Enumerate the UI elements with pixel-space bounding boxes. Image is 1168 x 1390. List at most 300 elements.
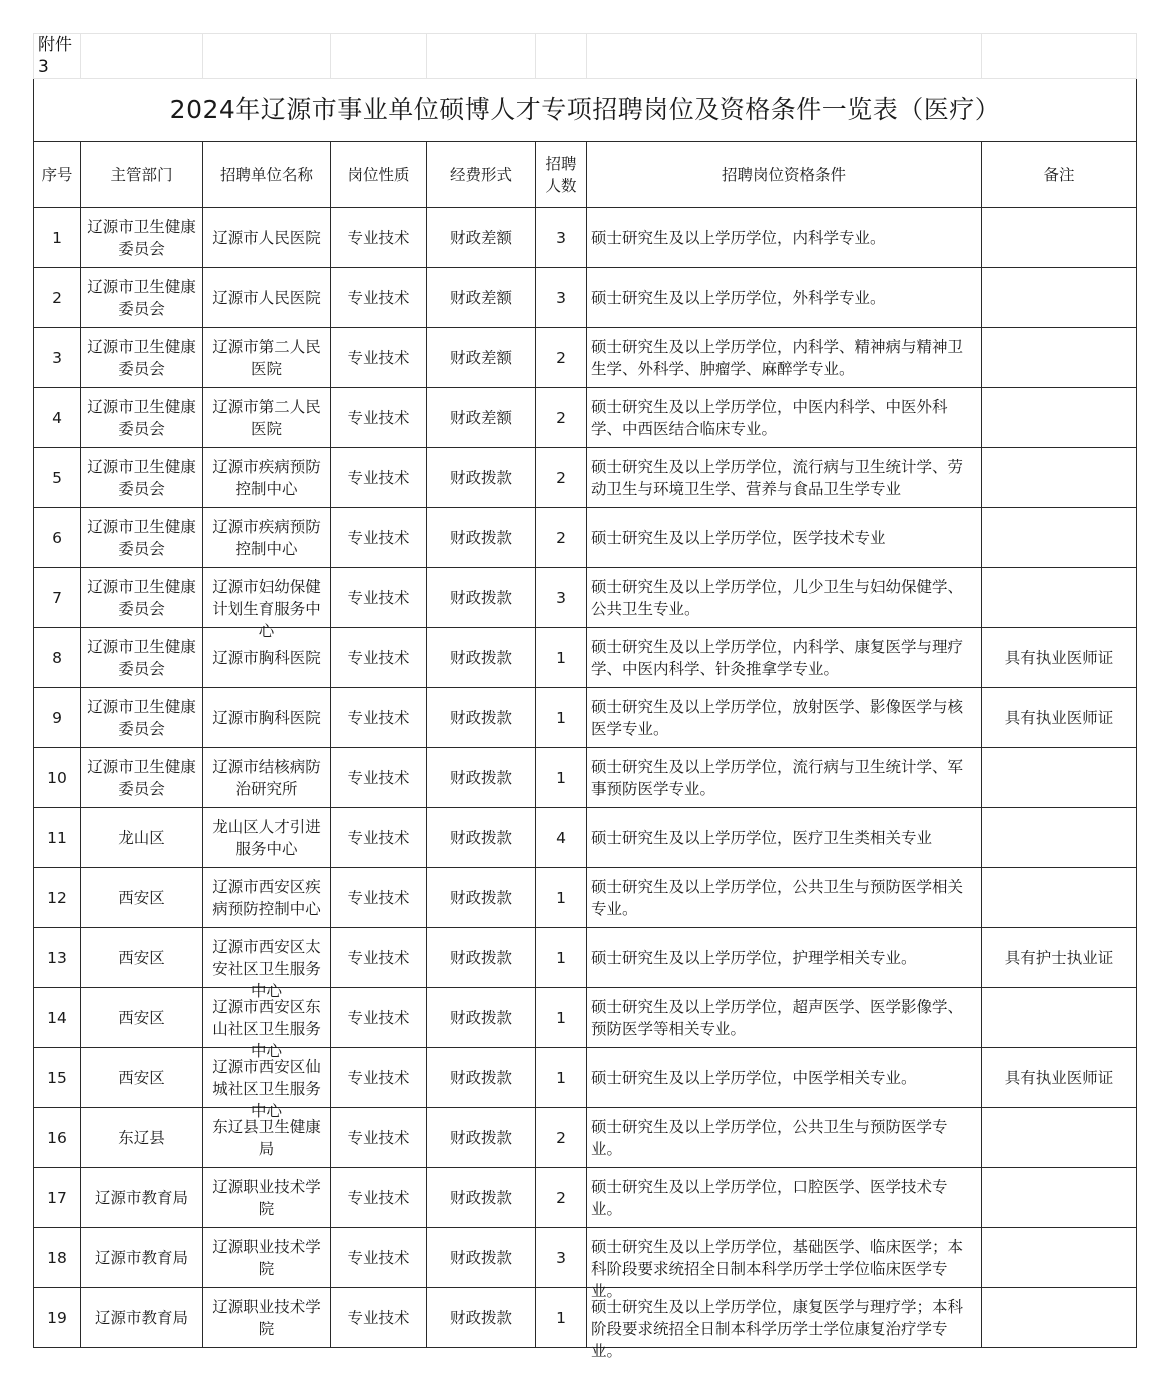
cell-nature-text: 专业技术 [347,1128,410,1147]
cell-funding [427,448,536,508]
cell-no [34,508,81,568]
cell-funding [427,208,536,268]
cell-no-text: 12 [47,888,67,907]
cell-count-text: 3 [556,1248,566,1267]
empty-cell [427,34,536,79]
cell-requirements [587,1108,982,1168]
cell-dept [81,448,203,508]
cell-no-text: 19 [47,1308,67,1327]
cell-nature-text: 专业技术 [347,468,410,487]
table-row [34,688,1137,748]
cell-requirements-text: 硕士研究生及以上学历学位，内科学专业。 [591,228,886,247]
cell-dept-text: 辽源市教育局 [94,1248,188,1267]
cell-no-text: 4 [52,408,62,427]
cell-remark-text: 具有执业医师证 [1004,708,1114,727]
cell-dept-text: 辽源市卫生健康委员会 [87,337,196,378]
table-row [34,1108,1137,1168]
cell-unit [203,1048,331,1120]
cell-count [536,1108,587,1168]
cell-remark [982,208,1137,268]
cell-count-text: 1 [556,768,566,787]
cell-unit-text: 辽源市西安区疾病预防控制中心 [212,877,321,918]
cell-funding [427,688,536,748]
cell-dept-text: 西安区 [118,1008,165,1027]
cell-requirements-text: 硕士研究生及以上学历学位，流行病与卫生统计学、军事预防医学专业。 [591,757,964,798]
cell-nature [331,628,427,688]
cell-unit [203,508,331,568]
table-row [34,268,1137,328]
cell-no [34,928,81,988]
cell-count-text: 1 [556,948,566,967]
cell-nature [331,328,427,388]
cell-funding-text: 财政拨款 [449,888,512,907]
cell-no-text: 1 [52,228,62,247]
cell-requirements-text: 硕士研究生及以上学历学位，公共卫生与预防医学专业。 [591,1117,948,1158]
cell-nature-text: 专业技术 [347,828,410,847]
cell-funding [427,1288,536,1348]
cell-remark [982,868,1137,928]
cell-requirements [587,388,982,448]
cell-funding-text: 财政拨款 [449,768,512,787]
empty-cell [587,34,982,79]
cell-unit-text: 辽源市人民医院 [212,228,321,247]
cell-unit-text: 辽源市胸科医院 [212,708,321,727]
cell-unit-text: 辽源职业技术学院 [212,1237,321,1278]
cell-requirements [587,748,982,808]
cell-dept-text: 辽源市卫生健康委员会 [87,217,196,258]
cell-remark [982,1108,1137,1168]
cell-nature [331,1288,427,1348]
cell-requirements [587,1228,982,1300]
cell-count [536,928,587,988]
cell-dept [81,1228,203,1288]
cell-dept [81,568,203,628]
header-funding: 经费形式 [427,142,536,208]
cell-count-text: 4 [556,828,566,847]
cell-count [536,208,587,268]
cell-nature [331,988,427,1048]
cell-funding-text: 财政拨款 [449,1128,512,1147]
cell-dept-text: 西安区 [118,948,165,967]
cell-funding [427,1048,536,1108]
cell-unit [203,1228,331,1288]
cell-requirements-text: 硕士研究生及以上学历学位，中医学相关专业。 [591,1068,917,1087]
cell-unit-text: 龙山区人才引进服务中心 [212,817,321,858]
cell-nature [331,568,427,628]
cell-unit [203,988,331,1060]
cell-requirements [587,1288,982,1360]
cell-funding-text: 财政差额 [449,228,512,247]
cell-nature-text: 专业技术 [347,768,410,787]
cell-count [536,628,587,688]
cell-requirements [587,508,982,568]
cell-requirements-text: 硕士研究生及以上学历学位，内科学、精神病与精神卫生学、外科学、肿瘤学、麻醉学专业。 [591,337,964,378]
cell-no [34,748,81,808]
cell-no [34,868,81,928]
cell-no [34,1108,81,1168]
cell-unit-text: 辽源职业技术学院 [212,1177,321,1218]
cell-remark [982,628,1137,688]
cell-requirements [587,928,982,988]
cell-remark [982,508,1137,568]
cell-funding [427,1108,536,1168]
cell-dept-text: 辽源市卫生健康委员会 [87,637,196,678]
cell-no-text: 17 [47,1188,67,1207]
cell-count-text: 2 [556,1188,566,1207]
table-row [34,1288,1137,1348]
cell-no [34,1048,81,1108]
cell-count [536,808,587,868]
cell-remark [982,1288,1137,1348]
cell-dept-text: 辽源市教育局 [94,1308,188,1327]
cell-count-text: 1 [556,1308,566,1327]
header-remark: 备注 [982,142,1137,208]
cell-funding-text: 财政差额 [449,348,512,367]
cell-funding [427,568,536,628]
cell-remark-text: 具有执业医师证 [1004,648,1114,667]
cell-dept-text: 东辽县 [118,1128,165,1147]
cell-funding [427,928,536,988]
cell-remark [982,688,1137,748]
cell-requirements [587,448,982,508]
cell-no [34,1228,81,1288]
cell-requirements-text: 硕士研究生及以上学历学位，康复医学与理疗学；本科阶段要求统招全日制本科学历学士学位康复治疗学专业。 [591,1297,964,1360]
header-count [536,142,587,208]
cell-requirements-text: 硕士研究生及以上学历学位，儿少卫生与妇幼保健学、公共卫生专业。 [591,577,964,618]
cell-count [536,688,587,748]
cell-nature [331,388,427,448]
empty-cell [982,34,1137,79]
cell-unit-text: 辽源市疾病预防控制中心 [212,517,321,558]
cell-count [536,1048,587,1108]
cell-count [536,868,587,928]
cell-dept [81,808,203,868]
cell-nature [331,508,427,568]
cell-unit [203,868,331,928]
cell-count [536,328,587,388]
cell-nature [331,1048,427,1108]
cell-no [34,1288,81,1348]
cell-funding-text: 财政拨款 [449,528,512,547]
cell-funding-text: 财政拨款 [449,1308,512,1327]
cell-no [34,1168,81,1228]
cell-dept [81,508,203,568]
spreadsheet [33,33,1136,1360]
cell-funding [427,1168,536,1228]
cell-dept-text: 辽源市卫生健康委员会 [87,397,196,438]
table-row [34,808,1137,868]
cell-dept-text: 西安区 [118,888,165,907]
cell-funding [427,748,536,808]
cell-unit-text: 东辽县卫生健康局 [212,1117,321,1158]
cell-no-text: 16 [47,1128,67,1147]
cell-count-text: 2 [556,528,566,547]
cell-nature [331,928,427,988]
cell-no [34,628,81,688]
table-row [34,928,1137,988]
header-requirements: 招聘岗位资格条件 [587,142,982,208]
cell-count-text: 1 [556,1008,566,1027]
empty-cell [81,34,203,79]
cell-unit [203,388,331,448]
cell-unit [203,1108,331,1168]
cell-requirements-text: 硕士研究生及以上学历学位，公共卫生与预防医学相关专业。 [591,877,964,918]
cell-unit [203,448,331,508]
cell-dept [81,328,203,388]
cell-nature [331,1168,427,1228]
cell-unit-text: 辽源市结核病防治研究所 [212,757,321,798]
table-row [34,328,1137,388]
cell-no-text: 5 [52,468,62,487]
cell-funding-text: 财政拨款 [449,948,512,967]
cell-remark [982,1168,1137,1228]
cell-no [34,328,81,388]
cell-unit-text: 辽源职业技术学院 [212,1297,321,1338]
cell-requirements [587,328,982,388]
cell-count [536,388,587,448]
cell-nature-text: 专业技术 [347,708,410,727]
cell-no [34,988,81,1048]
cell-nature [331,268,427,328]
cell-funding-text: 财政拨款 [449,1008,512,1027]
table-row [34,868,1137,928]
cell-requirements-text: 硕士研究生及以上学历学位，医疗卫生类相关专业 [591,828,933,847]
cell-funding [427,808,536,868]
cell-dept [81,928,203,988]
cell-count-text: 3 [556,588,566,607]
cell-requirements [587,988,982,1048]
cell-dept-text: 辽源市卫生健康委员会 [87,577,196,618]
cell-funding-text: 财政差额 [449,288,512,307]
cell-count [536,748,587,808]
cell-nature-text: 专业技术 [347,1008,410,1027]
cell-dept-text: 西安区 [118,1068,165,1087]
cell-dept [81,748,203,808]
cell-unit [203,328,331,388]
cell-unit [203,1288,331,1348]
cell-unit [203,1168,331,1228]
cell-dept [81,868,203,928]
cell-no-text: 15 [47,1068,67,1087]
cell-funding-text: 财政拨款 [449,1188,512,1207]
header-count-label: 招聘人数 [545,154,577,195]
table-row [34,448,1137,508]
empty-cell [331,34,427,79]
empty-cell [536,34,587,79]
cell-requirements-text: 硕士研究生及以上学历学位，中医内科学、中医外科学、中西医结合临床专业。 [591,397,948,438]
cell-funding-text: 财政差额 [449,408,512,427]
cell-funding-text: 财政拨款 [449,468,512,487]
cell-nature-text: 专业技术 [347,288,410,307]
cell-count-text: 3 [556,228,566,247]
cell-dept-text: 辽源市教育局 [94,1188,188,1207]
cell-funding-text: 财政拨款 [449,648,512,667]
cell-count-text: 1 [556,1068,566,1087]
table-row [34,628,1137,688]
cell-count-text: 1 [556,648,566,667]
table-row [34,388,1137,448]
cell-remark [982,1228,1137,1288]
cell-count [536,268,587,328]
cell-dept-text: 龙山区 [118,828,165,847]
cell-unit [203,268,331,328]
cell-requirements [587,568,982,628]
cell-remark [982,448,1137,508]
cell-funding-text: 财政拨款 [449,1068,512,1087]
cell-no-text: 10 [47,768,67,787]
cell-count [536,448,587,508]
table-row [34,1048,1137,1108]
title-row [34,79,1137,142]
cell-unit-text: 辽源市西安区东山社区卫生服务中心 [212,997,321,1060]
cell-nature-text: 专业技术 [347,948,410,967]
header-unit: 招聘单位名称 [203,142,331,208]
cell-nature-text: 专业技术 [347,1248,410,1267]
cell-funding [427,268,536,328]
cell-remark [982,748,1137,808]
cell-requirements [587,1168,982,1228]
cell-count [536,988,587,1048]
cell-requirements [587,688,982,748]
cell-nature-text: 专业技术 [347,348,410,367]
cell-remark [982,1048,1137,1108]
cell-funding-text: 财政拨款 [449,828,512,847]
cell-remark [982,328,1137,388]
cell-unit [203,748,331,808]
cell-nature-text: 专业技术 [347,1068,410,1087]
cell-nature [331,1228,427,1288]
cell-remark [982,568,1137,628]
table-row [34,1168,1137,1228]
cell-nature-text: 专业技术 [347,1188,410,1207]
cell-nature-text: 专业技术 [347,888,410,907]
cell-no [34,268,81,328]
cell-dept [81,628,203,688]
cell-nature [331,748,427,808]
cell-nature-text: 专业技术 [347,228,410,247]
cell-no-text: 8 [52,648,62,667]
cell-unit [203,568,331,640]
cell-dept-text: 辽源市卫生健康委员会 [87,277,196,318]
cell-no-text: 2 [52,288,62,307]
cell-requirements-text: 硕士研究生及以上学历学位，医学技术专业 [591,528,886,547]
cell-unit-text: 辽源市妇幼保健计划生育服务中心 [212,577,321,640]
cell-no [34,388,81,448]
cell-requirements-text: 硕士研究生及以上学历学位，放射医学、影像医学与核医学专业。 [591,697,964,738]
cell-requirements [587,268,982,328]
cell-count-text: 2 [556,468,566,487]
table-title: 2024年辽源市事业单位硕博人才专项招聘岗位及资格条件一览表（医疗） [34,79,1137,142]
cell-requirements [587,208,982,268]
cell-no-text: 7 [52,588,62,607]
header-dept: 主管部门 [81,142,203,208]
cell-no-text: 11 [47,828,67,847]
cell-no-text: 18 [47,1248,67,1267]
cell-dept [81,688,203,748]
cell-unit [203,928,331,1000]
cell-count-text: 3 [556,288,566,307]
cell-funding-text: 财政拨款 [449,1248,512,1267]
cell-dept-text: 辽源市卫生健康委员会 [87,457,196,498]
cell-funding [427,868,536,928]
recruitment-table [33,33,1137,1360]
cell-remark [982,388,1137,448]
cell-dept [81,388,203,448]
attachment-row [34,34,1137,79]
table-row [34,508,1137,568]
cell-remark [982,808,1137,868]
cell-requirements-text: 硕士研究生及以上学历学位，流行病与卫生统计学、劳动卫生与环境卫生学、营养与食品卫生学专业 [591,457,964,498]
cell-remark-text: 具有护士执业证 [1004,948,1114,967]
cell-dept [81,268,203,328]
cell-nature [331,448,427,508]
cell-unit [203,808,331,868]
cell-dept [81,208,203,268]
cell-dept [81,1288,203,1348]
cell-requirements-text: 硕士研究生及以上学历学位，基础医学、临床医学；本科阶段要求统招全日制本科学历学士学位临床医学专业。 [591,1237,964,1300]
cell-count [536,1168,587,1228]
cell-nature-text: 专业技术 [347,1308,410,1327]
table-row [34,1228,1137,1288]
cell-count [536,568,587,628]
cell-requirements [587,868,982,928]
header-row [34,142,1137,208]
cell-no [34,568,81,628]
cell-no-text: 9 [52,708,62,727]
cell-requirements-text: 硕士研究生及以上学历学位，内科学、康复医学与理疗学、中医内科学、针灸推拿学专业。 [591,637,964,678]
cell-count [536,1228,587,1288]
cell-no [34,208,81,268]
cell-nature [331,208,427,268]
cell-unit-text: 辽源市疾病预防控制中心 [212,457,321,498]
cell-requirements-text: 硕士研究生及以上学历学位，超声医学、医学影像学、预防医学等相关专业。 [591,997,964,1038]
cell-no-text: 3 [52,348,62,367]
cell-unit [203,208,331,268]
cell-unit-text: 辽源市第二人民医院 [212,337,321,378]
cell-no [34,448,81,508]
table-row [34,988,1137,1048]
cell-funding [427,508,536,568]
header-no: 序号 [34,142,81,208]
cell-nature-text: 专业技术 [347,588,410,607]
cell-nature-text: 专业技术 [347,528,410,547]
cell-remark-text: 具有执业医师证 [1004,1068,1114,1087]
cell-unit-text: 辽源市胸科医院 [212,648,321,667]
cell-count-text: 2 [556,348,566,367]
cell-requirements [587,1048,982,1108]
cell-nature [331,1108,427,1168]
cell-remark [982,988,1137,1048]
cell-funding [427,388,536,448]
cell-requirements [587,808,982,868]
cell-nature [331,688,427,748]
cell-dept-text: 辽源市卫生健康委员会 [87,517,196,558]
cell-count [536,1288,587,1348]
cell-nature-text: 专业技术 [347,408,410,427]
cell-count-text: 1 [556,708,566,727]
cell-funding [427,628,536,688]
cell-requirements-text: 硕士研究生及以上学历学位，护理学相关专业。 [591,948,917,967]
cell-funding-text: 财政拨款 [449,708,512,727]
cell-funding [427,328,536,388]
cell-requirements-text: 硕士研究生及以上学历学位，外科学专业。 [591,288,886,307]
cell-count-text: 1 [556,888,566,907]
cell-funding-text: 财政拨款 [449,588,512,607]
table-row [34,748,1137,808]
empty-cell [203,34,331,79]
cell-dept [81,1168,203,1228]
cell-count-text: 2 [556,408,566,427]
